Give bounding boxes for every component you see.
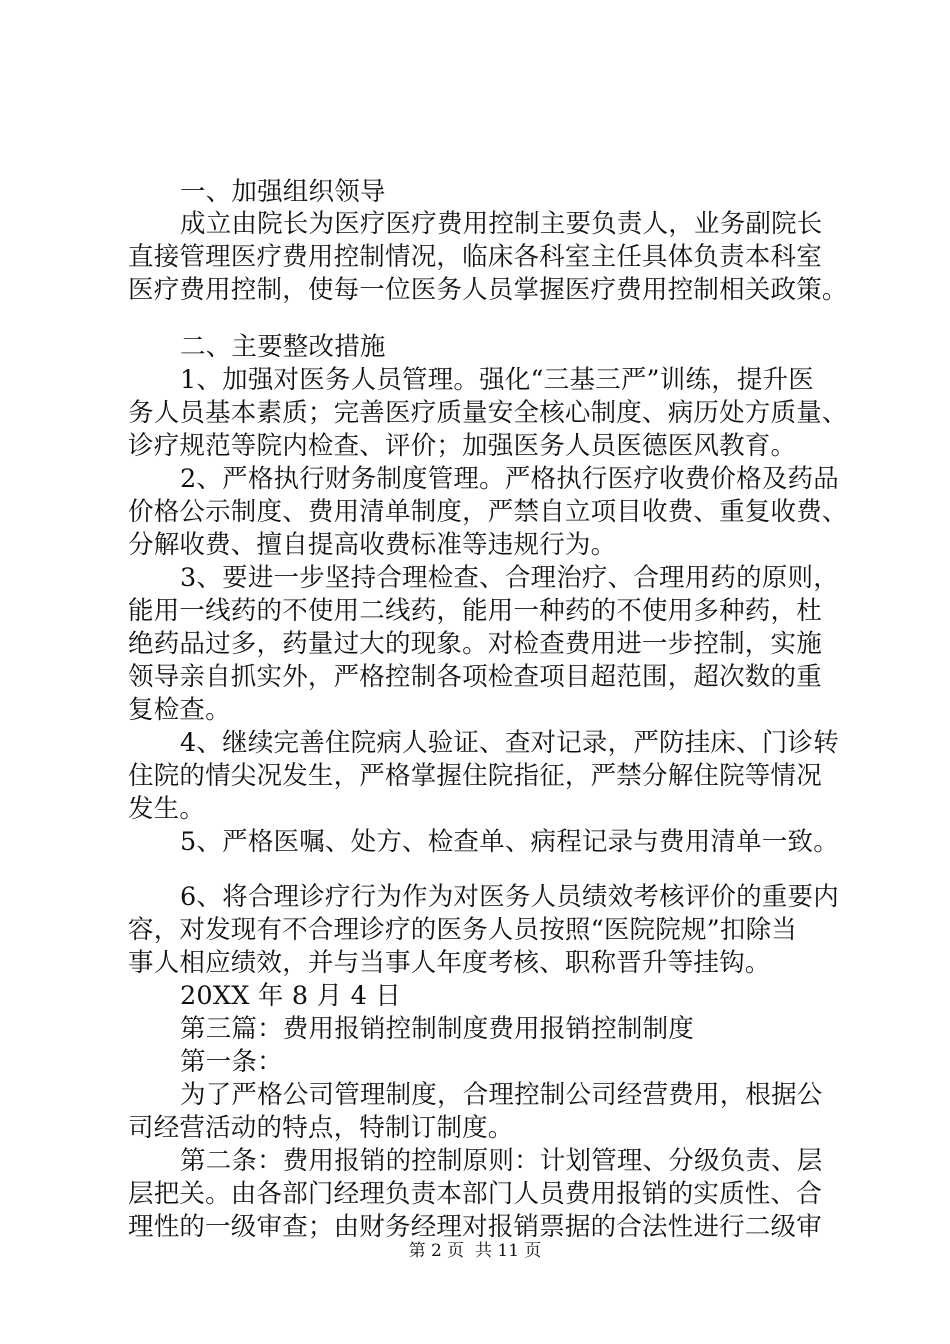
paragraph-line: 4、继续完善住院病人验证、查对记录，严防挂床、门诊转 bbox=[180, 728, 839, 758]
paragraph-line: 为了严格公司管理制度，合理控制公司经营费用，根据公 bbox=[180, 1080, 823, 1110]
paragraph-line: 2、严格执行财务制度管理。严格执行医疗收费价格及药品 bbox=[180, 464, 839, 494]
paragraph-line: 复检查。 bbox=[128, 695, 231, 725]
paragraph-line: 理性的一级审查；由财务经理对报销票据的合法性进行二级审 bbox=[128, 1212, 822, 1242]
paragraph-line: 住院的情尖况发生，严格掌握住院指征，严禁分解住院等情况 bbox=[128, 761, 822, 791]
paragraph-line: 直接管理医疗费用控制情况，临床各科室主任具体负责本科室 bbox=[128, 242, 822, 272]
paragraph-line: 成立由院长为医疗医疗费用控制主要负责人，业务副院长 bbox=[180, 209, 823, 239]
paragraph-line: 诊疗规范等院内检查、评价；加强医务人员医德医风教育。 bbox=[128, 431, 797, 461]
paragraph-line: 绝药品过多，药量过大的现象。对检查费用进一步控制，实施 bbox=[128, 629, 822, 659]
paragraph-line: 6、将合理诊疗行为作为对医务人员绩效考核评价的重要内 bbox=[180, 882, 839, 912]
section-heading-1: 一、加强组织领导 bbox=[180, 177, 386, 207]
paragraph-line: 5、严格医嘱、处方、检查单、病程记录与费用清单一致。 bbox=[180, 827, 839, 857]
chapter-title: 第三篇：费用报销控制制度费用报销控制制度 bbox=[180, 1014, 695, 1044]
paragraph-line: 领导亲自抓实外，严格控制各项检查项目超范围，超次数的重 bbox=[128, 662, 822, 692]
page-number-footer: 第 2 页 共 11 页 bbox=[408, 1241, 542, 1261]
paragraph-line: 容，对发现有不合理诊疗的医务人员按照“医院院规”扣除当 bbox=[128, 915, 797, 945]
document-date: 20XX 年 8 月 4 日 bbox=[180, 981, 402, 1011]
paragraph-line: 分解收费、擅自提高收费标准等违规行为。 bbox=[128, 530, 617, 560]
article-label: 第一条： bbox=[180, 1047, 283, 1077]
paragraph-line: 3、要进一步坚持合理检查、合理治疗、合理用药的原则， bbox=[180, 563, 839, 593]
paragraph-line: 价格公示制度、费用清单制度，严禁自立项目收费、重复收费、 bbox=[128, 497, 848, 527]
paragraph-line: 层把关。由各部门经理负责本部门人员费用报销的实质性、合 bbox=[128, 1179, 822, 1209]
paragraph-line: 发生。 bbox=[128, 794, 206, 824]
paragraph-line: 能用一线药的不使用二线药，能用一种药的不使用多种药，杜 bbox=[128, 596, 822, 626]
paragraph-line: 1、加强对医务人员管理。强化“三基三严”训练，提升医 bbox=[180, 365, 814, 395]
paragraph-line: 第二条：费用报销的控制原则：计划管理、分级负责、层 bbox=[180, 1146, 823, 1176]
paragraph-line: 事人相应绩效，并与当事人年度考核、职称晋升等挂钩。 bbox=[128, 948, 771, 978]
section-heading-2: 二、主要整改措施 bbox=[180, 332, 386, 362]
paragraph-line: 医疗费用控制，使每一位医务人员掌握医疗费用控制相关政策。 bbox=[128, 275, 848, 305]
paragraph-line: 司经营活动的特点，特制订制度。 bbox=[128, 1113, 514, 1143]
paragraph-line: 务人员基本素质；完善医疗质量安全核心制度、病历处方质量、 bbox=[128, 398, 848, 428]
